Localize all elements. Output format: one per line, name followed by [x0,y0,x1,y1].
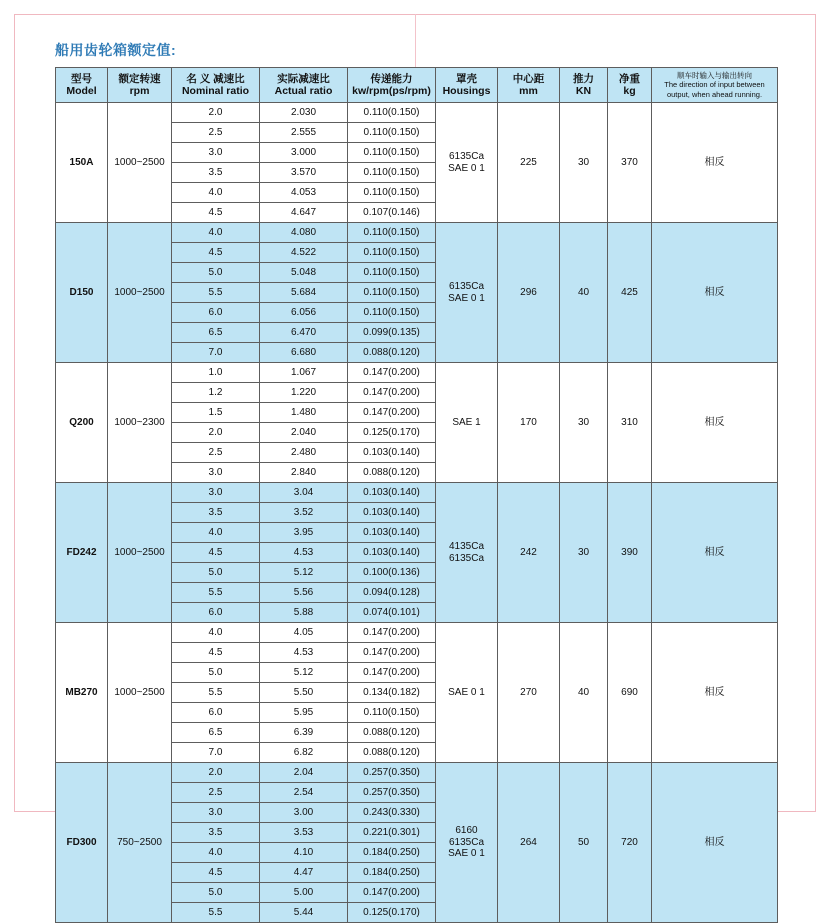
cell-power: 0.110(0.150) [348,303,436,323]
cell-actual-ratio: 3.52 [260,503,348,523]
cell-power: 0.147(0.200) [348,883,436,903]
cell-model: Q200 [56,363,108,483]
table-body [56,103,778,923]
cell-power: 0.221(0.301) [348,823,436,843]
cell-power: 0.110(0.150) [348,703,436,723]
cell-nominal-ratio: 6.0 [172,703,260,723]
cell-power: 0.088(0.120) [348,723,436,743]
cell-nominal-ratio: 5.0 [172,263,260,283]
cell-power: 0.147(0.200) [348,663,436,683]
cell-actual-ratio: 4.53 [260,543,348,563]
cell-nominal-ratio: 5.0 [172,563,260,583]
cell-actual-ratio: 4.10 [260,843,348,863]
cell-actual-ratio: 3.00 [260,803,348,823]
cell-direction: 相反 [652,483,778,623]
cell-nominal-ratio: 5.5 [172,903,260,923]
cell-nominal-ratio: 5.5 [172,683,260,703]
cell-nominal-ratio: 4.0 [172,183,260,203]
cell-weight: 390 [608,483,652,623]
cell-actual-ratio: 5.50 [260,683,348,703]
page-title: 船用齿轮箱额定值: [55,42,177,58]
cell-nominal-ratio: 1.5 [172,403,260,423]
cell-power: 0.110(0.150) [348,283,436,303]
cell-nominal-ratio: 6.0 [172,603,260,623]
column-header-nominal-ratio: 名 义 减速比 Nominal ratio [172,68,260,103]
cell-actual-ratio: 5.88 [260,603,348,623]
cell-power: 0.147(0.200) [348,383,436,403]
cell-actual-ratio: 6.82 [260,743,348,763]
cell-actual-ratio: 4.522 [260,243,348,263]
cell-power: 0.100(0.136) [348,563,436,583]
column-header-weight: 净重 kg [608,68,652,103]
cell-model: D150 [56,223,108,363]
cell-actual-ratio: 2.840 [260,463,348,483]
cell-nominal-ratio: 6.5 [172,323,260,343]
cell-direction: 相反 [652,103,778,223]
cell-actual-ratio: 3.570 [260,163,348,183]
cell-power: 0.134(0.182) [348,683,436,703]
table-row [56,623,778,643]
cell-weight: 690 [608,623,652,763]
cell-thrust: 30 [560,483,608,623]
cell-power: 0.103(0.140) [348,483,436,503]
cell-housings: SAE 1 [436,363,498,483]
cell-actual-ratio: 2.555 [260,123,348,143]
column-header-power: 传递能力 kw/rpm(ps/rpm) [348,68,436,103]
cell-nominal-ratio: 4.5 [172,543,260,563]
cell-rpm: 1000~2300 [108,363,172,483]
cell-actual-ratio: 6.056 [260,303,348,323]
cell-actual-ratio: 5.684 [260,283,348,303]
cell-actual-ratio: 2.54 [260,783,348,803]
cell-direction: 相反 [652,363,778,483]
cell-housings: 6135Ca SAE 0 1 [436,223,498,363]
cell-rpm: 1000~2500 [108,623,172,763]
cell-weight: 310 [608,363,652,483]
cell-power: 0.257(0.350) [348,763,436,783]
cell-power: 0.184(0.250) [348,843,436,863]
column-header-actual-ratio: 实际减速比 Actual ratio [260,68,348,103]
cell-housings: 6160 6135Ca SAE 0 1 [436,763,498,923]
table-header [56,68,778,103]
cell-nominal-ratio: 6.5 [172,723,260,743]
cell-center-distance: 225 [498,103,560,223]
cell-power: 0.184(0.250) [348,863,436,883]
cell-center-distance: 170 [498,363,560,483]
cell-direction: 相反 [652,223,778,363]
cell-nominal-ratio: 3.0 [172,143,260,163]
cell-power: 0.094(0.128) [348,583,436,603]
cell-weight: 425 [608,223,652,363]
cell-power: 0.125(0.170) [348,903,436,923]
gearbox-rating-table [55,67,778,923]
column-header-thrust: 推力 KN [560,68,608,103]
cell-actual-ratio: 4.647 [260,203,348,223]
cell-model: FD300 [56,763,108,923]
cell-nominal-ratio: 2.5 [172,443,260,463]
cell-power: 0.110(0.150) [348,143,436,163]
cell-rpm: 750~2500 [108,763,172,923]
cell-nominal-ratio: 4.5 [172,863,260,883]
column-header-model: 型号 Model [56,68,108,103]
cell-actual-ratio: 2.030 [260,103,348,123]
table-row [56,483,778,503]
cell-actual-ratio: 2.04 [260,763,348,783]
cell-actual-ratio: 5.12 [260,663,348,683]
cell-direction: 相反 [652,763,778,923]
cell-power: 0.074(0.101) [348,603,436,623]
cell-power: 0.110(0.150) [348,123,436,143]
cell-model: MB270 [56,623,108,763]
column-header-direction: 顺车时输入与输出转向 The direction of input between output, when ahead running. [652,68,778,103]
cell-nominal-ratio: 7.0 [172,343,260,363]
cell-weight: 720 [608,763,652,923]
cell-actual-ratio: 5.56 [260,583,348,603]
cell-nominal-ratio: 3.0 [172,803,260,823]
cell-nominal-ratio: 2.5 [172,123,260,143]
cell-nominal-ratio: 4.5 [172,203,260,223]
column-header-housings: 罩壳 Housings [436,68,498,103]
cell-thrust: 50 [560,763,608,923]
cell-rpm: 1000~2500 [108,223,172,363]
cell-nominal-ratio: 3.0 [172,463,260,483]
cell-actual-ratio: 5.00 [260,883,348,903]
cell-actual-ratio: 3.000 [260,143,348,163]
cell-power: 0.088(0.120) [348,463,436,483]
cell-power: 0.088(0.120) [348,743,436,763]
table-row [56,763,778,783]
cell-thrust: 40 [560,623,608,763]
cell-actual-ratio: 5.12 [260,563,348,583]
cell-nominal-ratio: 5.0 [172,883,260,903]
cell-nominal-ratio: 1.0 [172,363,260,383]
cell-actual-ratio: 6.680 [260,343,348,363]
cell-nominal-ratio: 4.0 [172,523,260,543]
cell-actual-ratio: 5.44 [260,903,348,923]
cell-nominal-ratio: 4.5 [172,243,260,263]
cell-nominal-ratio: 4.0 [172,223,260,243]
column-header-rpm: 额定转速 rpm [108,68,172,103]
cell-actual-ratio: 5.95 [260,703,348,723]
cell-power: 0.103(0.140) [348,523,436,543]
cell-nominal-ratio: 4.0 [172,843,260,863]
cell-power: 0.110(0.150) [348,103,436,123]
cell-center-distance: 296 [498,223,560,363]
cell-power: 0.147(0.200) [348,403,436,423]
cell-housings: 6135Ca SAE 0 1 [436,103,498,223]
cell-power: 0.107(0.146) [348,203,436,223]
cell-actual-ratio: 4.47 [260,863,348,883]
cell-actual-ratio: 2.040 [260,423,348,443]
cell-nominal-ratio: 4.5 [172,643,260,663]
cell-weight: 370 [608,103,652,223]
cell-nominal-ratio: 2.0 [172,423,260,443]
cell-nominal-ratio: 3.5 [172,163,260,183]
table-header-row [56,68,778,103]
cell-actual-ratio: 1.480 [260,403,348,423]
column-header-center-distance: 中心距 mm [498,68,560,103]
cell-center-distance: 242 [498,483,560,623]
cell-power: 0.243(0.330) [348,803,436,823]
cell-actual-ratio: 4.05 [260,623,348,643]
cell-thrust: 40 [560,223,608,363]
cell-actual-ratio: 2.480 [260,443,348,463]
cell-power: 0.147(0.200) [348,623,436,643]
cell-power: 0.103(0.140) [348,443,436,463]
cell-rpm: 1000~2500 [108,103,172,223]
cell-actual-ratio: 4.53 [260,643,348,663]
cell-nominal-ratio: 2.0 [172,763,260,783]
cell-nominal-ratio: 1.2 [172,383,260,403]
cell-power: 0.110(0.150) [348,163,436,183]
cell-center-distance: 264 [498,763,560,923]
document-content [55,40,777,923]
cell-nominal-ratio: 5.5 [172,583,260,603]
cell-direction: 相反 [652,623,778,763]
cell-nominal-ratio: 2.5 [172,783,260,803]
table-row [56,223,778,243]
cell-model: 150A [56,103,108,223]
cell-nominal-ratio: 5.0 [172,663,260,683]
cell-actual-ratio: 1.220 [260,383,348,403]
cell-power: 0.110(0.150) [348,183,436,203]
cell-power: 0.125(0.170) [348,423,436,443]
cell-actual-ratio: 5.048 [260,263,348,283]
cell-nominal-ratio: 7.0 [172,743,260,763]
cell-nominal-ratio: 3.5 [172,503,260,523]
cell-actual-ratio: 3.53 [260,823,348,843]
cell-nominal-ratio: 3.0 [172,483,260,503]
cell-housings: 4135Ca 6135Ca [436,483,498,623]
cell-actual-ratio: 6.470 [260,323,348,343]
cell-actual-ratio: 6.39 [260,723,348,743]
cell-actual-ratio: 3.04 [260,483,348,503]
cell-actual-ratio: 4.080 [260,223,348,243]
cell-power: 0.147(0.200) [348,643,436,663]
cell-thrust: 30 [560,103,608,223]
cell-thrust: 30 [560,363,608,483]
cell-actual-ratio: 3.95 [260,523,348,543]
cell-nominal-ratio: 6.0 [172,303,260,323]
cell-housings: SAE 0 1 [436,623,498,763]
cell-actual-ratio: 4.053 [260,183,348,203]
cell-rpm: 1000~2500 [108,483,172,623]
cell-nominal-ratio: 3.5 [172,823,260,843]
cell-nominal-ratio: 4.0 [172,623,260,643]
cell-nominal-ratio: 5.5 [172,283,260,303]
cell-nominal-ratio: 2.0 [172,103,260,123]
table-row [56,103,778,123]
cell-model: FD242 [56,483,108,623]
table-row [56,363,778,383]
cell-power: 0.099(0.135) [348,323,436,343]
cell-power: 0.110(0.150) [348,223,436,243]
cell-power: 0.147(0.200) [348,363,436,383]
cell-power: 0.103(0.140) [348,543,436,563]
cell-center-distance: 270 [498,623,560,763]
cell-power: 0.257(0.350) [348,783,436,803]
cell-power: 0.088(0.120) [348,343,436,363]
cell-power: 0.103(0.140) [348,503,436,523]
cell-power: 0.110(0.150) [348,243,436,263]
cell-actual-ratio: 1.067 [260,363,348,383]
cell-power: 0.110(0.150) [348,263,436,283]
